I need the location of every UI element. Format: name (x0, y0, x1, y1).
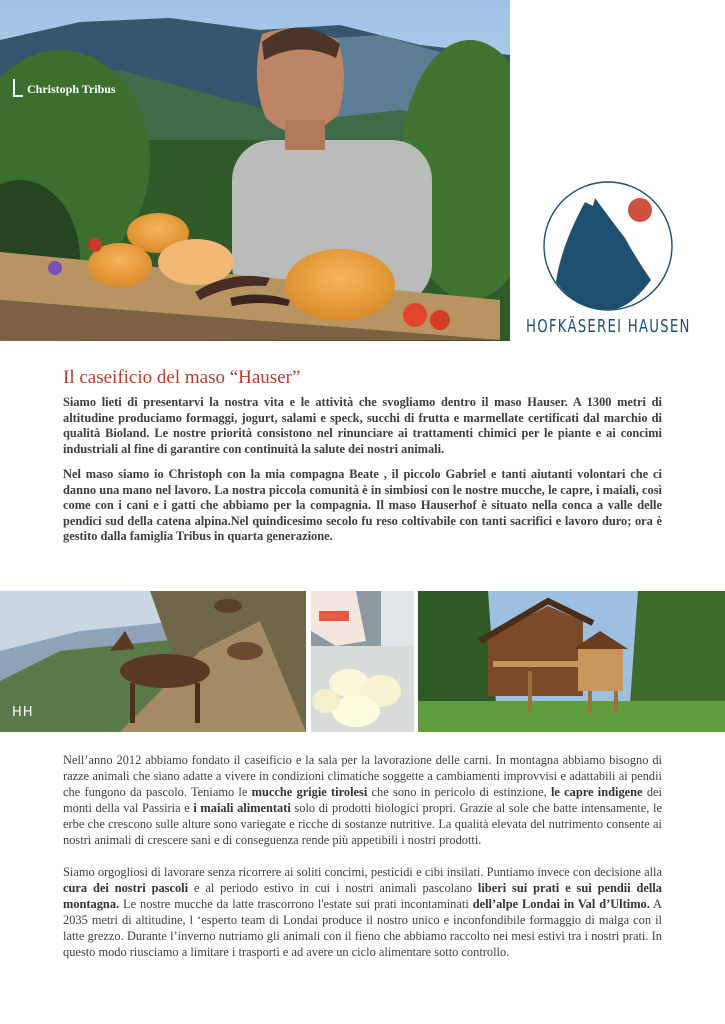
body-text: che sono in pericolo di estinzione, (367, 785, 551, 799)
highlight-text: i maiali alimentati (193, 801, 291, 815)
brand-name: HOFKÄSEREI HAUSEN (526, 316, 691, 337)
body-text: Siamo orgogliosi di lavorare senza ricorrere ai soliti concimi, pesticidi e cibi insilati. Puntiamo invece con decisione alla (63, 865, 662, 879)
article-title: Il caseificio del maso “Hauser” (63, 367, 301, 388)
hh-watermark: HH (12, 705, 34, 720)
body-text: Nell’anno 2012 abbiamo fondato il caseificio e la sala per la lavorazione delle carni. In montagna abbiamo bisogno di razze animali che siano adatte a vivere in condizioni climatiche soggette a cambiamenti improvvisi e adattabili ai pendii che fungono da pascolo. Teniamo le (63, 753, 662, 799)
farming-paragraph (63, 752, 662, 848)
body-text: e al periodo estivo in cui i nostri animali pascolano (188, 881, 478, 895)
body-text: A 2035 metri di altitudine, l ‘esperto team di Londai produce il nostro unico e inconfondibile formaggio di malga con il latte grezzo. Durante l’inverno nutriamo gli animali con il fieno che abbiamo raccolto nei mesi estivi tra i nostri prati. In questo modo riusciamo a limitare i trasporti e ad avere un ciclo alimentare sotto controllo. (63, 897, 662, 959)
intro-paragraph-1: Siamo lieti di presentarvi la nostra vita e le attività che svogliamo dentro il maso Hauser. A 1300 metri di altitudine produciamo formaggi, jogurt, salami e speck, succhi di frutta e marmellate certificati dal marchio di qualità Bioland. Le nostre priorità consistono nel rinunciare ai trattamenti chimici per le piante e ai concimi industriali al fine di garantire con continuità la salute dei nostri animali. (63, 395, 662, 456)
farmhouse-photo (418, 591, 725, 732)
pasture-paragraph (63, 864, 662, 960)
hero-photo (0, 0, 510, 341)
body-text: dei monti della val Passiria e (63, 785, 662, 815)
highlight-text: le capre indigene (550, 785, 643, 799)
photo-caption (13, 82, 116, 97)
highlight-text: liberi sui prati e sui pendii della montagna. (63, 881, 662, 911)
caption-corner-mark (13, 79, 23, 97)
cheese-making-photo (311, 591, 414, 732)
caption-text: Christoph Tribus (27, 82, 116, 96)
body-text: Le nostre mucche da latte trascorrono l'estate sui prati incontaminati (119, 897, 473, 911)
body-text: solo di prodotti biologici propri. Grazie al sole che batte intensamente, le erbe che crescono sulle alture sono variegate e ricche di sostanze nutritive. La qualità elevata del nutrimento consente ai nostri animali di crescere sani e di conseguenza rende più appetibili i nostri prodotti. (63, 801, 662, 847)
highlight-text: dell’alpe Londai in Val d’Ultimo. (472, 897, 650, 911)
highlight-text: cura dei nostri pascoli (63, 881, 189, 895)
intro-paragraph-2: Nel maso siamo io Christoph con la mia compagna Beate , il piccolo Gabriel e tanti aiutanti volontari che ci danno una mano nel lavoro. La nostra piccola comunità è in simbiosi con le nostre mucche, le capre, i maiali, così come con i cani e i gatti che abbiamo per la compagnia. Il maso Hauserhof è situato nella conca a valle delle pendici sud della catena alpina.Nel quindicesimo secolo fu reso coltivabile con tanti sacrifici e lavoro duro; ora è gestito dalla famiglia Tribus in quarta generazione. (63, 467, 662, 543)
highlight-text: mucche grigie tirolesi (251, 785, 368, 799)
goats-photo (0, 591, 306, 732)
